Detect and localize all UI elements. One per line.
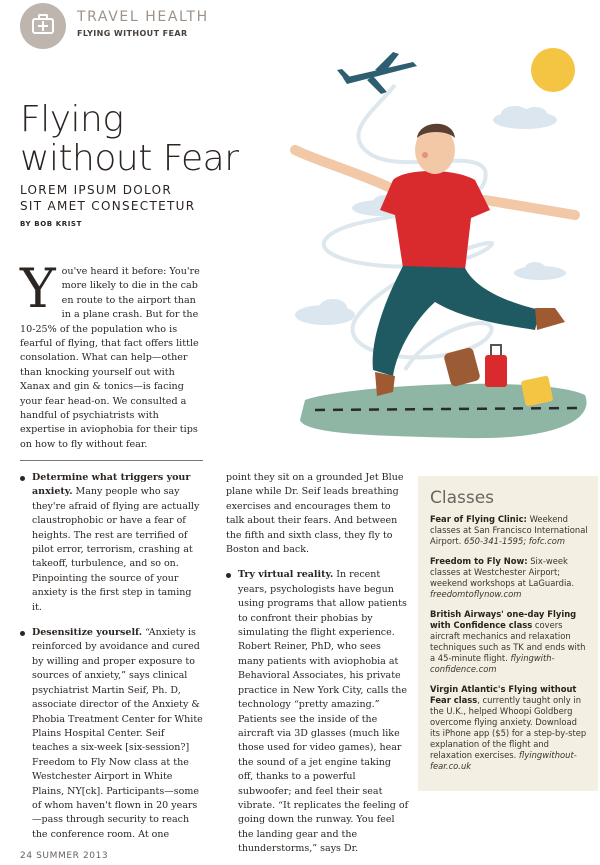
page-footer: 24 SUMMER 2013 [20, 851, 109, 861]
class-name: Freedom to Fly Now: [430, 556, 528, 566]
red-shirt [380, 171, 490, 275]
continuation-text: point they sit on a grounded Jet Blue plane while Dr. Seif leads breathing exercises and encourages them to talk about their fears. And between the fifth and sixth class, they fly to Boston and back. [226, 472, 404, 556]
right-arm [485, 200, 575, 215]
class-contact: flyingwithout-fear.co.uk [430, 750, 577, 771]
cloud-icon [493, 106, 557, 129]
bullet-item [20, 471, 203, 615]
section-subtitle: FLYING WITHOUT FEAR [77, 29, 188, 38]
column-1 [20, 471, 203, 853]
class-description: Weekend classes at San Francisco International Airport. [430, 514, 588, 546]
class-description: covers aircraft mechanics and relaxation techniques such as TK and ends with a 45-minute flight. [430, 620, 586, 663]
bullet-heading: Try virtual reality. [238, 569, 334, 581]
bullet-heading: Desensitize yourself. [32, 627, 143, 639]
bullet-body: In recent years, psychologists have begun using programs that allow patients to confront their phobias by simulating the flight experience. Robert Reiner, PhD, who sees many patients with aviophobia at Behavioral Associates, his private practice in New York City, calls the technology “pretty amazing.” Patients see the inside of the aircraft via 3D glasses (much like those used for video games), hear the sound of a jet engine taking off, thanks to a powerful subwoofer; and feel their seat vibrate. “It replicates the feeling of going down the runway. You feel the landing gear and the thunderstorms,” says Dr. [238, 569, 409, 855]
sidebar-item [430, 556, 588, 600]
sidebar-item [430, 684, 588, 772]
title-line-2: without Fear [20, 138, 239, 179]
bullet-dot [20, 476, 25, 481]
bullet-body: Many people who say they're afraid of flying are actually claustrophobic or have a fear of heights. The rest are terrified of pilot error, terrorism, crashing at takeoff, turbulence, and so on. Pinpointing the source of your anxiety is the first step in taming it. [32, 486, 200, 613]
class-contact: freedomtoflynow.com [430, 589, 522, 599]
plus-horizontal [38, 25, 48, 27]
shoe [535, 308, 565, 330]
section-label: TRAVEL HEALTH [77, 9, 209, 25]
class-name: Fear of Flying Clinic: [430, 514, 527, 524]
class-description: Six-week classes at Westchester Airport; weekend workshops at LaGuardia. [430, 556, 575, 588]
classes-sidebar [418, 476, 598, 791]
sidebar-title: Classes [430, 488, 495, 508]
section-badge-icon [20, 3, 66, 49]
bullet-body: “Anxiety is reinforced by avoidance and cured by willing and proper exposure to sources of anxiety,” says clinical psychiatrist Martin Seif, Ph. D, associate director of the Anxiety & Phobia Treatment Center for White Plains Hospital Center. Seif teaches a six-week [six-session?] Freedom to Fly Now class at the Westchester Airport in White Plains, NY[ck]. Participants—some of whom haven't flown in 20 years—pass through security to reach the conference room. At one [32, 627, 203, 840]
drop-cap: Y [20, 257, 56, 320]
article-title [20, 100, 290, 178]
airplane-icon [337, 52, 417, 94]
bullet-dot [226, 573, 231, 578]
sidebar-item [430, 609, 588, 675]
intro-paragraph [20, 257, 203, 452]
article-deck [20, 182, 220, 214]
sidebar-item [430, 514, 588, 547]
class-description: , currently taught only in the U.K., helped Whoopi Goldberg overcome flying anxiety. Download its iPhone app ($5) for a step-by-step explanation of the flight and relaxation exercises. [430, 695, 587, 760]
bullet-item [20, 626, 203, 842]
cloud-icon [514, 262, 566, 280]
sun-icon [531, 48, 575, 92]
class-contact: 650-341-1595; fofc.com [464, 536, 565, 546]
byline: BY BOB KRIST [20, 220, 82, 228]
intro-text: ou've heard it before: You're more likely to die in the cab en route to the airport than in a plane crash. But for the 10-25% of the population who is fearful of flying, that fact offers little consolation. What can help—other than knocking yourself out with Xanax and gin & tonics—is facing your fear head-on. We consulted a handful of psychiatrists with expertise in aviophobia for their tips on how to fly without fear. [20, 266, 200, 450]
column-2 [226, 471, 409, 865]
deck-line-2: SIT AMET CONSECTETUR [20, 199, 196, 213]
class-name: Virgin Atlantic's Flying without Fear class [430, 684, 577, 705]
suitcase-icon [485, 345, 507, 387]
man-flying-illustration [285, 40, 600, 470]
title-line-1: Flying [20, 99, 124, 140]
cloud-icon [295, 299, 355, 325]
class-contact: flyingwith-confidence.com [430, 653, 555, 674]
bullet-heading: Determine what triggers your anxiety. [32, 472, 191, 498]
bullet-dot [20, 631, 25, 636]
left-arm [295, 150, 395, 190]
bullet-item [226, 568, 409, 856]
class-name: British Airways' one-day Flying with Confidence class [430, 609, 577, 630]
divider [20, 460, 203, 461]
deck-line-1: LOREM IPSUM DOLOR [20, 183, 172, 197]
